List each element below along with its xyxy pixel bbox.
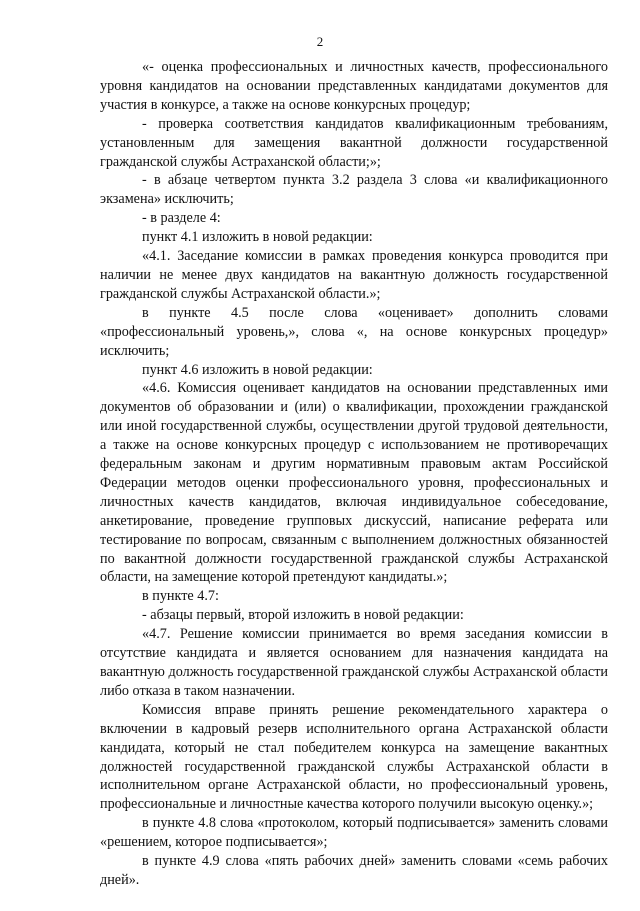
paragraph: - абзацы первый, второй изложить в новой редакции: — [142, 607, 464, 624]
paragraph: «4.6. Комиссия оценивает кандидатов на основании представленных ими документов об образовании и (или) о квалификации, прохождении гражданской или иной государственной службы, осуществлении другой трудовой деятельности, а также на основе конкурсных процедур с использованием не противоречащих федеральным законам и другим нормативным правовым актам Российской Федерации методов оценки профессионального уровня, профессиональных и личностных качеств кандидатов, включая индивидуальное собеседование, анкетирование, проведение групповых дискуссий, написание реферата или тестирование по вопросам, связанным с выполнением должностных обязанностей по вакантной должности государственной гражданской службы Астраханской области, на замещение которой претендуют кандидаты.»; — [100, 380, 608, 586]
paragraph: «4.7. Решение комиссии принимается во время заседания комиссии в отсутствие кандидата и является основанием для назначения кандидата на вакантную должность государственной гражданской службы Астраханской области либо отказа в таком назначении. — [100, 626, 608, 699]
paragraph: - проверка соответствия кандидатов квалификационным требованиям, установленным для замещения вакантной должности государственной гражданской службы Астраханской области;»; — [100, 115, 608, 170]
paragraph: «4.1. Заседание комиссии в рамках проведения конкурса проводится при наличии не менее двух кандидатов на вакантную должность государственной гражданской службы Астраханской области.»; — [100, 248, 608, 302]
paragraph: - в разделе 4: — [142, 210, 221, 227]
paragraph: - в абзаце четвертом пункта 3.2 раздела 3 слова «и квалификационного экзамена» исключить; — [100, 172, 608, 208]
paragraph: «- оценка профессиональных и личностных качеств, профессионального уровня кандидатов на основании представленных кандидатами документов для участия в конкурсе, а также на основе конкурсных процедур; — [100, 59, 608, 113]
paragraph: в пункте 4.9 слова «пять рабочих дней» заменить словами «семь рабочих дней». — [100, 853, 608, 888]
document-body — [100, 58, 608, 890]
page-number: 2 — [316, 34, 324, 49]
paragraph: в пункте 4.7: — [142, 588, 219, 605]
paragraph: пункт 4.6 изложить в новой редакции: — [142, 361, 373, 378]
paragraph: в пункте 4.8 слова «протоколом, который подписывается» заменить словами «решением, которое подписывается»; — [100, 815, 608, 851]
paragraph: в пункте 4.5 после слова «оценивает» дополнить словами «профессиональный уровень,», слова «, на основе конкурсных процедур» исключить; — [100, 304, 608, 359]
paragraph: Комиссия вправе принять решение рекомендательного характера о включении в кадровый резерв исполнительного органа Астраханской области кандидата, который не стал победителем конкурса на замещение вакантных должностей государственной гражданской службы Астраханской области в исполнительном органе Астраханской области, но профессиональный уровень, профессиональные и личностные качества которого получили высокую оценку.»; — [100, 701, 608, 813]
paragraph: пункт 4.1 изложить в новой редакции: — [142, 229, 373, 246]
